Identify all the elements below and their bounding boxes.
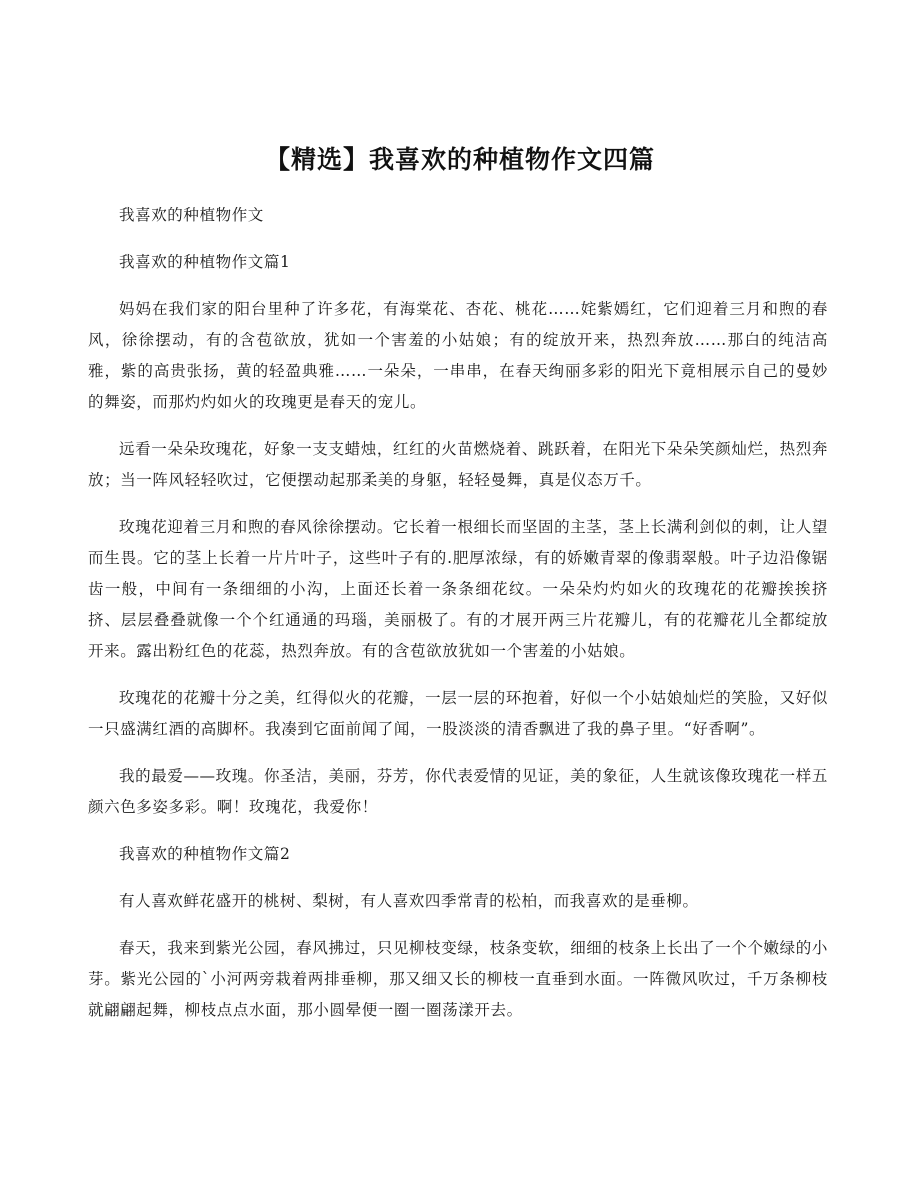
paragraph: 春天，我来到紫光公园，春风拂过，只见柳枝变绿，枝条变软，细细的枝条上长出了一个个嫩绿的小芽。紫光公园的`小河两旁栽着两排垂柳，那又细又长的柳枝一直垂到水面。一阵微风吹过，千万条柳枝就翩翩起舞，柳枝点点水面，那小圆晕便一圈一圈荡漾开去。	[88, 939, 828, 1019]
paragraph: 有人喜欢鲜花盛开的桃树、梨树，有人喜欢四季常青的松柏，而我喜欢的是垂柳。	[119, 892, 699, 910]
paragraph: 玫瑰花迎着三月和煦的春风徐徐摆动。它长着一根细长而坚固的主茎，茎上长满利剑似的刺，让人望而生畏。它的茎上长着一片片叶子，这些叶子有的.肥厚浓绿，有的娇嫩青翠的像翡翠般。叶子边沿像锯齿一般，中间有一条细细的小沟，上面还长着一条条细花纹。一朵朵灼灼如火的玫瑰花的花瓣挨挨挤挤、层层叠叠就像一个个红通通的玛瑙，美丽极了。有的才展开两三片花瓣儿，有的花瓣花儿全都绽放开来。露出粉红色的花蕊，热烈奔放。有的含苞欲放犹如一个害羞的小姑娘。	[88, 518, 828, 660]
paragraph: 妈妈在我们家的阳台里种了许多花，有海棠花、杏花、桃花……姹紫嫣红，它们迎着三月和煦的春风，徐徐摆动，有的含苞欲放，犹如一个害羞的小姑娘；有的绽放开来，热烈奔放……那白的纯洁高雅，紫的高贵张扬，黄的轻盈典雅……一朵朵，一串串，在春天绚丽多彩的阳光下竟相展示自己的曼妙的舞姿，而那灼灼如火的玫瑰更是春天的宠儿。	[88, 300, 828, 411]
paragraph: 我的最爱——玫瑰。你圣洁，美丽，芬芳，你代表爱情的见证，美的象征，人生就该像玫瑰花一样五颜六色多姿多彩。啊！玫瑰花，我爱你！	[88, 767, 828, 816]
paragraph: 远看一朵朵玫瑰花，好象一支支蜡烛，红红的火苗燃烧着、跳跃着，在阳光下朵朵笑颜灿烂，热烈奔放；当一阵风轻轻吹过，它便摆动起那柔美的身躯，轻轻曼舞，真是仪态万千。	[88, 440, 828, 489]
section-heading-2: 我喜欢的种植物作文篇2	[119, 845, 291, 863]
document-title: 【精选】我喜欢的种植物作文四篇	[264, 145, 655, 174]
section-heading-1: 我喜欢的种植物作文篇1	[119, 253, 291, 271]
essay-subtitle: 我喜欢的种植物作文	[119, 206, 264, 224]
document-body	[88, 200, 828, 1042]
paragraph: 玫瑰花的花瓣十分之美，红得似火的花瓣，一层一层的环抱着，好似一个小姑娘灿烂的笑脸，又好似一只盛满红酒的高脚杯。我凑到它面前闻了闻，一股淡淡的清香飘进了我的鼻子里。“好香啊”。	[88, 689, 828, 738]
